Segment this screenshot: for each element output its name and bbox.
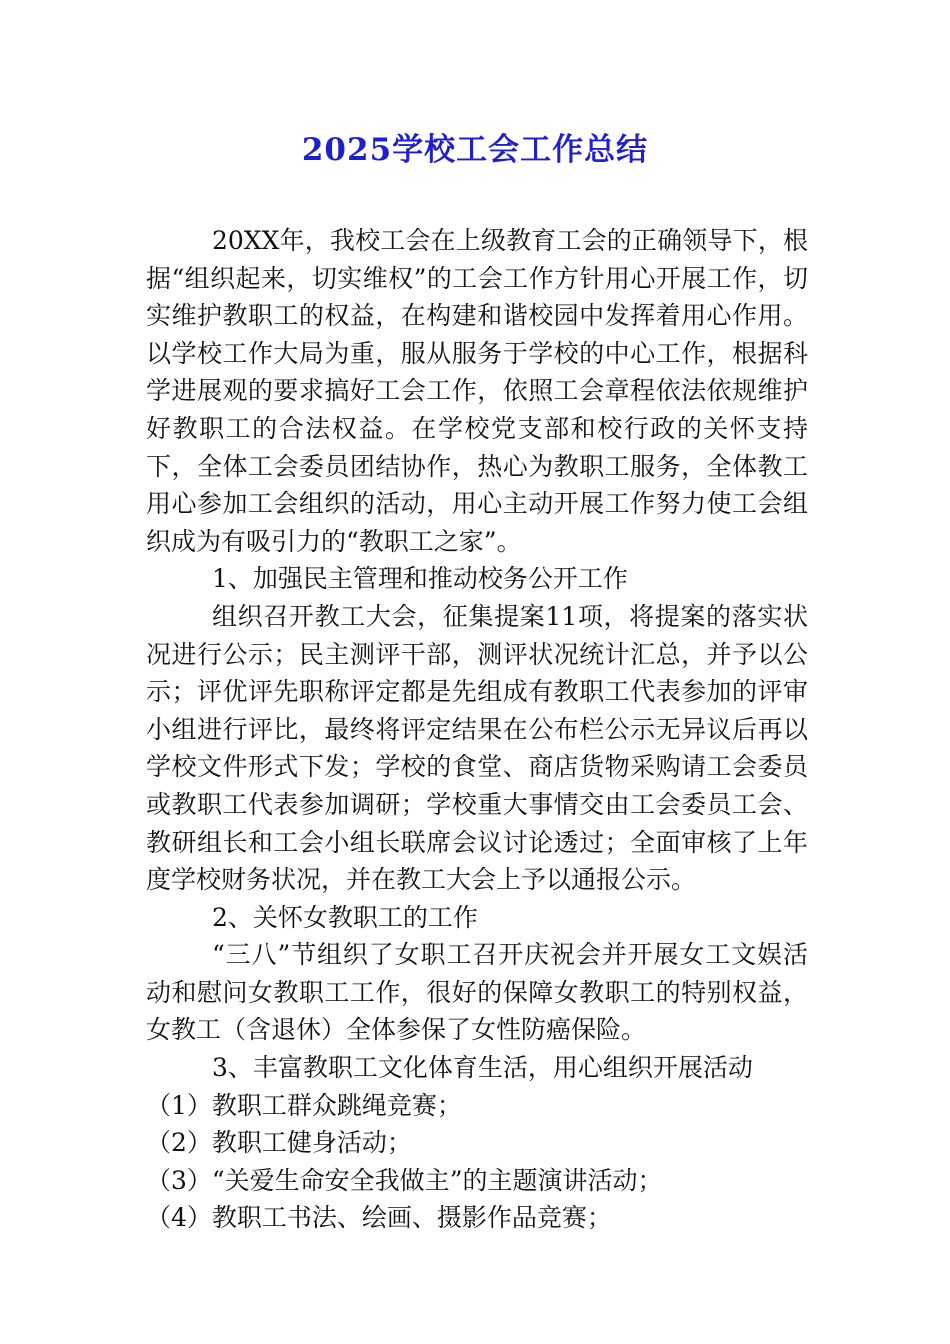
activity-item: （1）教职工群众跳绳竞赛； [146, 1090, 462, 1120]
activity-item: （3）“关爱生命安全我做主”的主题演讲活动； [146, 1165, 663, 1195]
document-title: 2025学校工会工作总结 [301, 132, 649, 168]
section-heading-2: 2、关怀女教职工的工作 [212, 902, 478, 932]
activity-item: （4）教职工书法、绘画、摄影作品竞赛； [146, 1203, 612, 1233]
section-heading-3: 3、丰富教职工文化体育生活，用心组织开展活动 [212, 1053, 753, 1083]
document-body [146, 222, 808, 1237]
section-2-paragraph: “三八”节组织了女职工召开庆祝会并开展女工文娱活动和慰问女教职工工作，很好的保障女教职工的特别权益，女教工（含退休）全体参保了女性防癌保险。 [146, 940, 808, 1045]
section-heading-1: 1、加强民主管理和推动校务公开工作 [212, 564, 628, 594]
activity-item: （2）教职工健身活动； [146, 1128, 412, 1158]
intro-paragraph: 20XX年，我校工会在上级教育工会的正确领导下，根据“组织起来，切实维权”的工会工作方针用心开展工作，切实维护教职工的权益，在构建和谐校园中发挥着用心作用。以学校工作大局为重，服从服务于学校的中心工作，根据科学进展观的要求搞好工会工作，依照工会章程依法依规维护好教职工的合法权益。在学校党支部和校行政的关怀支持下，全体工会委员团结协作，热心为教职工服务，全体教工用心参加工会组织的活动，用心主动开展工作努力使工会组织成为有吸引力的“教职工之家”。 [146, 226, 808, 556]
section-1-paragraph: 组织召开教工大会，征集提案11项，将提案的落实状况进行公示；民主测评干部，测评状况统计汇总，并予以公示；评优评先职称评定都是先组成有教职工代表参加的评审小组进行评比，最终将评定结果在公布栏公示无异议后再以学校文件形式下发；学校的食堂、商店货物采购请工会委员或教职工代表参加调研；学校重大事情交由工会委员工会、教研组长和工会小组长联席会议讨论透过；全面审核了上年度学校财务状况，并在教工大会上予以通报公示。 [146, 601, 808, 895]
